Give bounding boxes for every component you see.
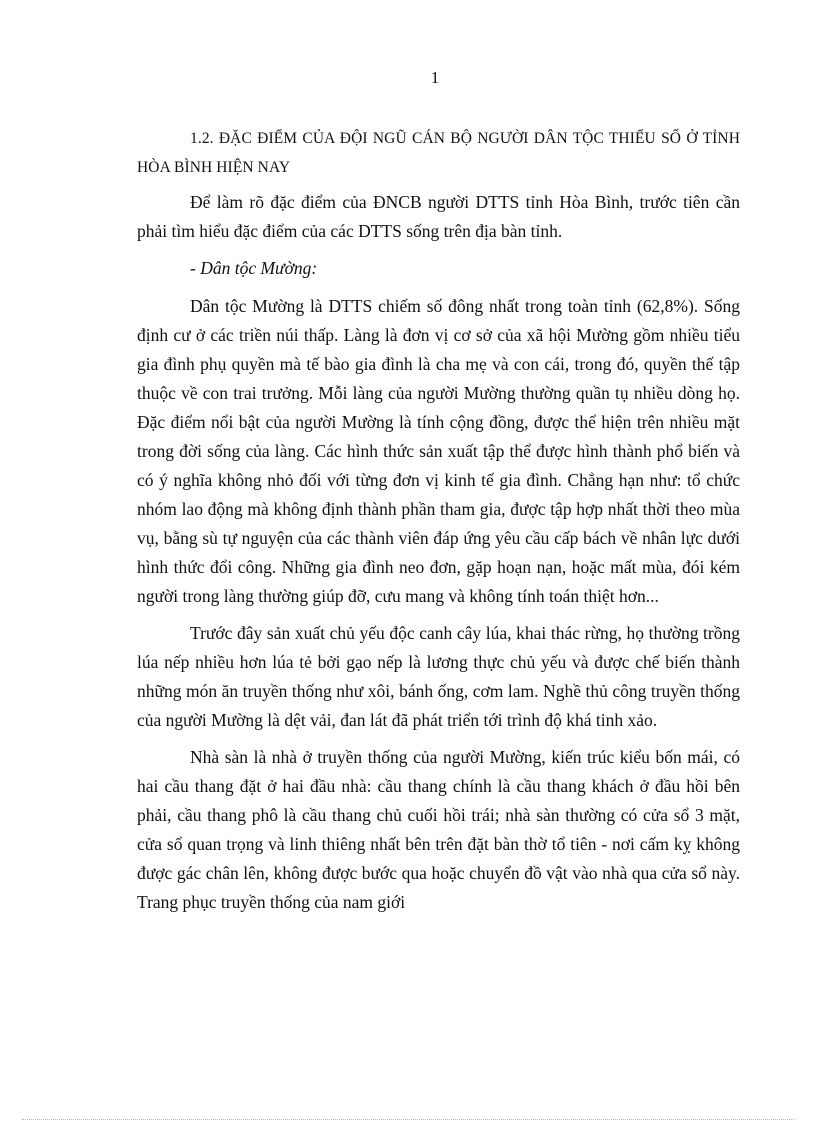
intro-paragraph: Để làm rõ đặc điểm của ĐNCB người DTTS tỉnh Hòa Bình, trước tiên cần phải tìm hiểu đặc điểm của các DTTS sống trên địa bàn tỉnh. [137,192,740,241]
page-bottom-divider [22,1119,794,1120]
document-body [137,124,740,925]
section-heading: 1.2. ĐẶC ĐIỂM CỦA ĐỘI NGŨ CÁN BỘ NGƯỜI DÂN TỘC THIỂU SỐ Ở TỈNH HÒA BÌNH HIỆN NAY [137,130,740,176]
page-number: 1 [430,68,440,87]
muong-production-paragraph: Trước đây sản xuất chủ yếu độc canh cây lúa, khai thác rừng, họ thường trồng lúa nếp nhiều hơn lúa tẻ bởi gạo nếp là lương thực chủ yếu và được chế biến thành những món ăn truyền thống như xôi, bánh ống, cơm lam. Nghề thủ công truyền thống của người Mường là dệt vải, đan lát đã phát triển tới trình độ khá tinh xảo. [137,623,740,730]
subsection-label: - Dân tộc Mường: [190,258,318,278]
muong-house-paragraph: Nhà sàn là nhà ở truyền thống của người Mường, kiến trúc kiểu bốn mái, có hai cầu thang đặt ở hai đầu nhà: cầu thang chính là cầu thang khách ở đầu hồi bên phải, cầu thang phô là cầu thang chủ cuối hồi trái; nhà sàn thường có cửa sổ 3 mặt, cửa sổ quan trọng và linh thiêng nhất bên trên đặt bàn thờ tổ tiên - nơi cấm kỵ không được gác chân lên, không được bước qua hoặc chuyển đồ vật vào nhà qua cửa sổ này. Trang phục truyền thống của nam giới [137,747,740,912]
muong-community-paragraph: Dân tộc Mường là DTTS chiếm số đông nhất trong toàn tỉnh (62,8%). Sống định cư ở các triền núi thấp. Làng là đơn vị cơ sở của xã hội Mường gồm nhiều tiểu gia đình phụ quyền mà tế bào gia đình là cha mẹ và con cái, trong đó, quyền thế tập thuộc về con trai trưởng. Mỗi làng của người Mường thường quần tụ nhiều dòng họ. Đặc điểm nổi bật của người Mường là tính cộng đồng, được thể hiện trên nhiều mặt trong đời sống của làng. Các hình thức sản xuất tập thể được hình thành phổ biến và có ý nghĩa không nhỏ đối với từng đơn vị kinh tế gia đình. Chẳng hạn như: tổ chức nhóm lao động mà không định thành phần tham gia, được tập hợp nhất thời theo mùa vụ, bằng sù tự nguyện của các thành viên đáp ứng yêu cầu cấp bách về nhân lực dưới hình thức đổi công. Những gia đình neo đơn, gặp hoạn nạn, hoặc mất mùa, đói kém người trong làng thường giúp đỡ, cưu mang và không tính toán thiệt hơn... [137,296,740,606]
